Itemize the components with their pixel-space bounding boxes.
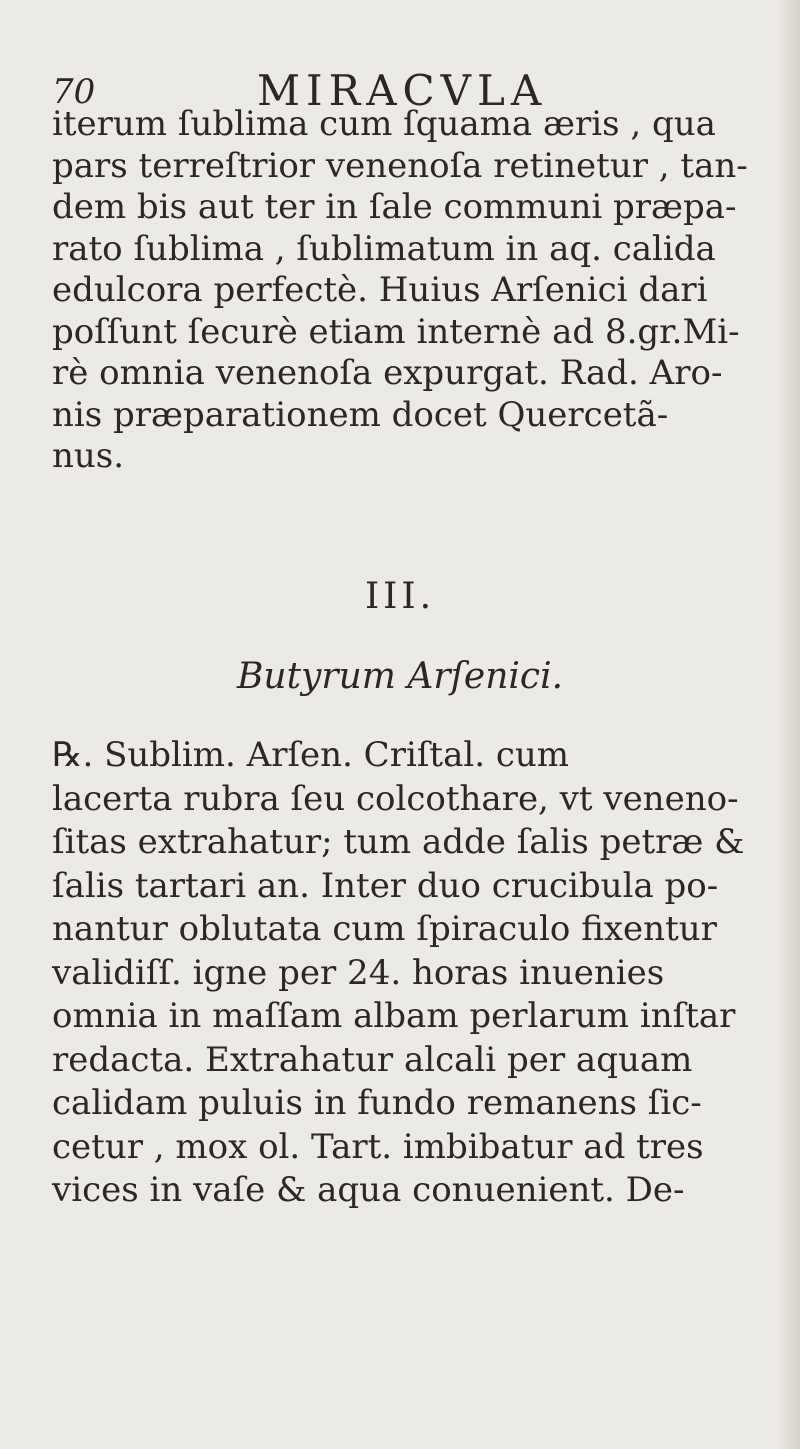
text-line: omnia in maſſam albam perlarum inſtar — [52, 996, 736, 1036]
text-line: iterum ſublima cum ſquama æris , qua — [52, 104, 716, 144]
text-line: nus. — [52, 436, 125, 476]
text-line: cetur , mox ol. Tart. imbibatur ad tres — [52, 1126, 704, 1167]
text-line: calidam puluis in fundo remanens ſic- — [52, 1083, 702, 1123]
text-line: redacta. Extrahatur alcali per aquam — [52, 1039, 693, 1080]
text-line: rato ſublima , ſublimatum in aq. calida — [52, 228, 716, 269]
text-line: vices in vaſe & aqua conuenient. De- — [52, 1170, 685, 1210]
text-line: pars terreſtrior venenoſa retinetur , tan- — [52, 145, 748, 186]
text-line: ℞. Sublim. Arſen. Criſtal. cum — [52, 735, 570, 775]
text-line: nantur oblutata cum ſpiraculo fixentur — [52, 909, 717, 949]
text-line: ſalis tartari an. Inter duo crucibula po- — [52, 865, 719, 906]
page-number: 70 — [52, 72, 96, 112]
text-line: poſſunt ſecurè etiam internè ad 8.gr.Mi- — [52, 311, 740, 352]
text-line: ſitas extrahatur; tum adde ſalis petræ & — [52, 822, 745, 862]
running-head: MIRACVLA — [257, 66, 548, 115]
text-line: validiſſ. igne per 24. horas inuenies — [52, 952, 665, 993]
recipe-paragraph — [52, 734, 772, 1213]
text-line: dem bis aut ter in ſale communi præpa- — [52, 187, 737, 227]
text-line: nis præparationem docet Quercetã- — [52, 394, 669, 435]
paragraph-continuation — [52, 104, 772, 478]
section-number: III. — [364, 576, 436, 617]
section-title: Butyrum Arſenici. — [236, 656, 564, 697]
text-line: rè omnia venenoſa expurgat. Rad. Aro- — [52, 353, 723, 393]
text-line: edulcora perfectè. Huius Arſenici dari — [52, 270, 708, 310]
text-line: lacerta rubra ſeu colcothare, vt veneno- — [52, 778, 739, 819]
page-edge-shadow — [778, 0, 800, 1449]
